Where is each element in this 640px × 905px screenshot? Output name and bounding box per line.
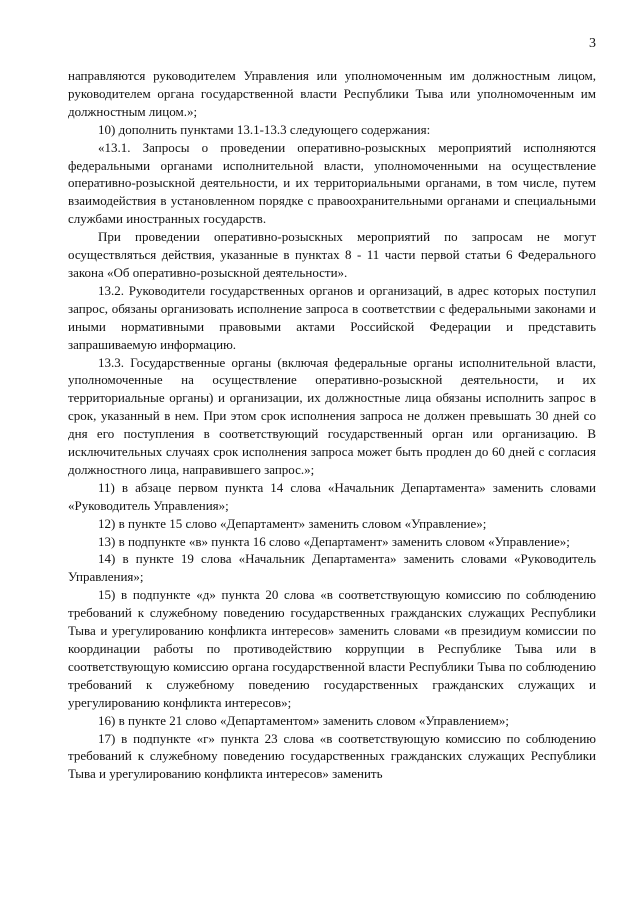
- paragraph-item-17: 17) в подпункте «г» пункта 23 слова «в соответствующую комиссию по соблюдению требований к служебному поведению государственных гражданских служащих Республики Тыва и урегулированию конфликта интересов» заменить: [68, 730, 596, 782]
- paragraph-item-10: 10) дополнить пунктами 13.1-13.3 следующего содержания:: [98, 121, 431, 137]
- document-body: [68, 67, 596, 783]
- paragraph-item-13: 13) в подпункте «в» пункта 16 слово «Департамент» заменить словом «Управление»;: [98, 533, 570, 549]
- paragraph-item-15: 15) в подпункте «д» пункта 20 слова «в соответствующую комиссию по соблюдению требований к служебному поведению государственных гражданских служащих Республики Тыва и урегулированию конфликта интересов» заменить словами «в президиум комиссии по координации работы по противодействию коррупции в Республике Тыва или в соответствующую комиссию органа государственной власти Республики Тыва по соблюдению требований к служебному поведению государственных гражданских служащих и урегулированию конфликта интересов»;: [68, 587, 596, 710]
- paragraph-13-3: 13.3. Государственные органы (включая федеральные органы исполнительной власти, уполномоченные на осуществление оперативно-розыскной деятельности, и их территориальные органы) и организации, их должностные лица обязаны исполнить запрос в срок, указанный в нем. При этом срок исполнения запроса не должен превышать 30 дней со дня его поступления в соответствующий государственный орган или организацию. В исключительных случаях срок исполнения запроса может быть продлен до 60 дней с согласия должностного лица, направившего запрос.»;: [68, 354, 596, 477]
- paragraph-13-1: «13.1. Запросы о проведении оперативно-розыскных мероприятий исполняются федеральными органами исполнительной власти, уполномоченными на осуществление оперативно-розыскной деятельности, и их территориальными органами, в том числе, путем взаимодействия в установленном порядке с правоохранительными органами и специальными службами иностранных государств.: [68, 139, 596, 227]
- paragraph-item-11: 11) в абзаце первом пункта 14 слова «Начальник Департамента» заменить словами «Руководитель Управления»;: [68, 479, 596, 513]
- paragraph-item-12: 12) в пункте 15 слово «Департамент» заменить словом «Управление»;: [98, 515, 487, 531]
- paragraph-item-14: 14) в пункте 19 слова «Начальник Департамента» заменить словами «Руководитель Управления»;: [68, 551, 596, 585]
- paragraph-13-2: 13.2. Руководители государственных органов и организаций, в адрес которых поступил запрос, обязаны организовать исполнение запроса в соответствии с федеральными законами и иными нормативными правовыми актами Российской Федерации и представить запрашиваемую информацию.: [68, 282, 596, 352]
- paragraph-continuation: направляются руководителем Управления или уполномоченным им должностным лицом, руководителем органа государственной власти Республики Тыва или уполномоченным им должностным лицом.»;: [68, 68, 596, 119]
- paragraph-item-16: 16) в пункте 21 слово «Департаментом» заменить словом «Управлением»;: [98, 712, 509, 728]
- paragraph-13-1-note: При проведении оперативно-розыскных мероприятий по запросам не могут осуществляться действия, указанные в пунктах 8 - 11 части первой статьи 6 Федерального закона «Об оперативно-розыскной деятельности».: [68, 229, 596, 280]
- page-number: 3: [589, 36, 596, 51]
